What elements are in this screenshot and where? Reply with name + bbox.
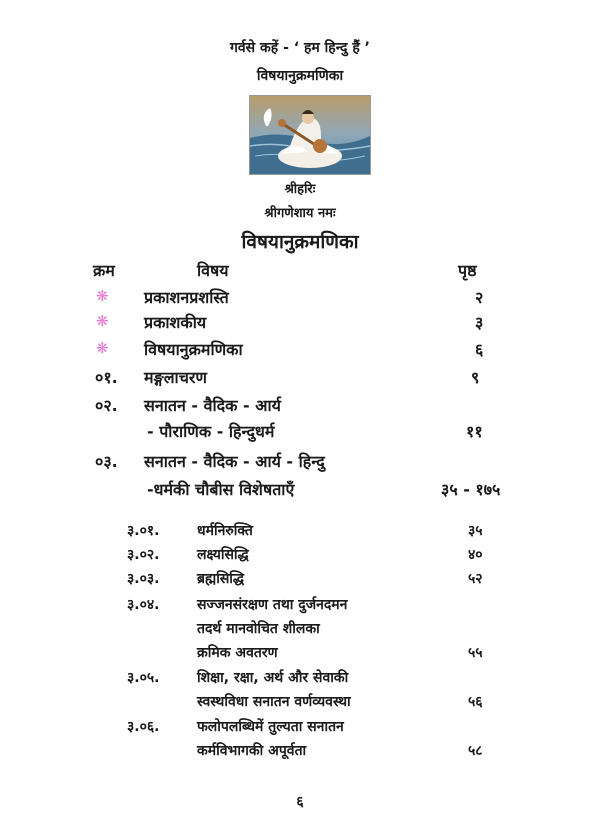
column-page-header: पृष्ठ	[458, 261, 477, 280]
toc-entry-page: २	[475, 288, 484, 307]
toc-entry-number: ०२.	[95, 396, 118, 415]
toc-entry-page: ९	[471, 368, 480, 387]
pink-flower-icon: ❋	[96, 287, 109, 305]
toc-entry-title: प्रकाशकीय	[144, 313, 207, 332]
subentry-number: ३.०२.	[127, 547, 160, 563]
subentry-title: सज्जनसंरक्षण तथा दुर्जनदमन	[197, 597, 348, 613]
column-number-header: क्रम	[93, 261, 115, 280]
subentry-title-continued: स्वस्थविधा सनातन वर्णव्यवस्था	[197, 694, 351, 710]
toc-entry-title: प्रकाशनप्रशस्ति	[144, 288, 229, 307]
subentry-title: फलोपलब्धिमें तुल्यता सनातन	[197, 719, 344, 735]
subentry-title-continued: तदर्थ मानवोचित शीलका	[197, 621, 320, 637]
subentry-number: ३.०४.	[127, 597, 160, 613]
subentry-number: ३.०३.	[127, 571, 160, 587]
pink-flower-icon: ❋	[96, 312, 109, 330]
toc-entry-title-continued: - पौराणिक - हिन्दुधर्म	[147, 422, 275, 441]
toc-entry-title: सनातन - वैदिक - आर्य	[144, 396, 281, 415]
subentry-page: ३५	[468, 523, 483, 539]
pink-flower-icon: ❋	[96, 339, 109, 357]
toc-entry-title-continued: -धर्मकी चौबीस विशेषताएँ	[147, 480, 295, 499]
saraswati-image	[249, 95, 371, 175]
subentry-title-continued: कर्मविभागकी अपूर्वता	[197, 743, 307, 759]
invocation-line2: श्रीगणेशाय नमः	[264, 206, 336, 221]
subentry-title-continued: क्रमिक अवतरण	[197, 645, 278, 661]
toc-entry-title: सनातन - वैदिक - आर्य - हिन्दु	[144, 452, 325, 471]
subentry-page: ५२	[468, 571, 483, 587]
header-line2: विषयानुक्रमणिका	[256, 68, 344, 84]
toc-entry-title: विषयानुक्रमणिका	[144, 340, 243, 359]
column-subject-header: विषय	[197, 261, 229, 280]
subentry-title: शिक्षा, रक्षा, अर्थ और सेवाकी	[197, 670, 349, 686]
toc-entry-number: ०१.	[95, 368, 118, 387]
subentry-page: ५५	[468, 645, 483, 661]
invocation-line1: श्रीहरिः	[284, 182, 316, 197]
subentry-title: धर्मनिरुक्ति	[197, 523, 253, 539]
subentry-number: ३.०५.	[127, 670, 160, 686]
toc-entry-page: ३५ - १७५	[441, 480, 501, 499]
toc-entry-page: ११	[466, 422, 483, 441]
toc-title: विषयानुक्रमणिका	[241, 231, 359, 253]
footer-page-number: ६	[296, 794, 304, 810]
subentry-page: ४०	[468, 547, 483, 563]
toc-entry-page: ६	[475, 340, 484, 359]
subentry-page: ५६	[468, 694, 483, 710]
toc-entry-page: ३	[475, 313, 484, 332]
subentry-title: लक्ष्यसिद्धि	[197, 547, 249, 563]
header-line1: गर्वसे कहें - ‘ हम हिन्दु हैं ’	[230, 40, 370, 56]
subentry-number: ३.०१.	[127, 523, 160, 539]
subentry-page: ५८	[468, 743, 483, 759]
toc-entry-number: ०३.	[95, 452, 118, 471]
subentry-number: ३.०६.	[127, 719, 160, 735]
toc-entry-title: मङ्गलाचरण	[144, 368, 207, 387]
subentry-title: ब्रह्मसिद्धि	[197, 571, 245, 587]
